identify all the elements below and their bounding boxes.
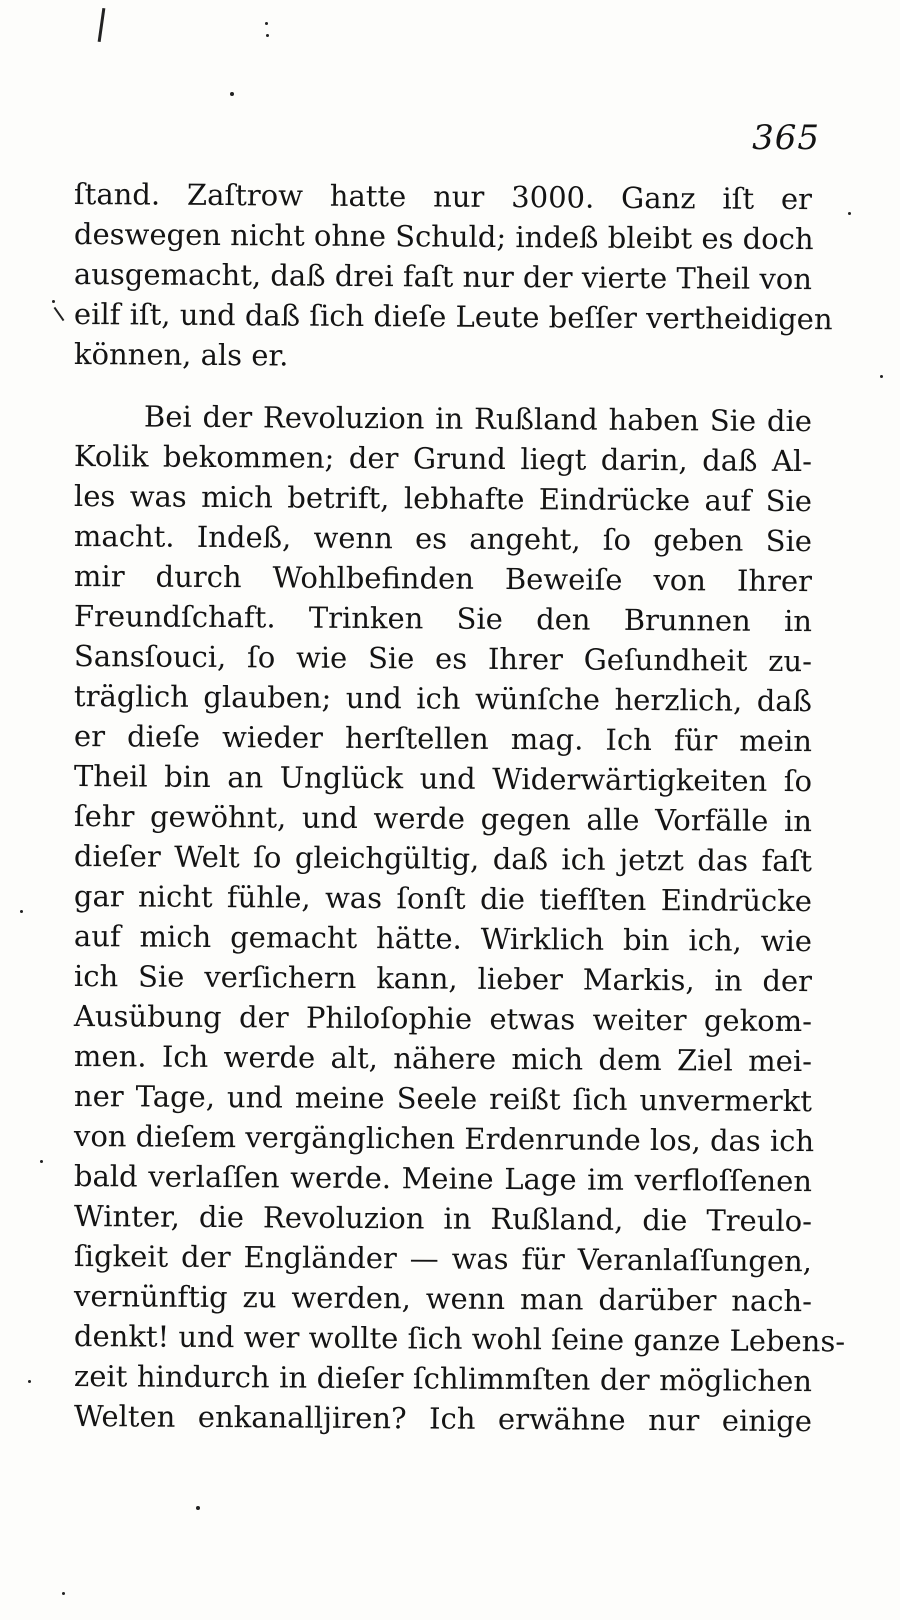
margin-stroke <box>98 8 106 42</box>
paragraph <box>73 396 846 1439</box>
text-line: men. Ich werde alt, nähere mich dem Ziel mei- <box>73 1039 813 1079</box>
text-line: macht. Indeß, wenn es angeht, ſo geben Sie <box>73 519 813 559</box>
text-line: Kolik bekommen; der Grund liegt darin, daß Al- <box>73 439 813 479</box>
text-line: ſtand. Zaſtrow hatte nur 3000. Ganz iſt er <box>73 177 813 217</box>
body-text <box>73 174 846 1439</box>
text-line: vernünftig zu werden, wenn man darüber nach- <box>73 1279 813 1319</box>
text-line: zeit hindurch in dieſer ſchlimmſten der möglichen <box>73 1359 813 1399</box>
text-line: dieſer Welt ſo gleichgültig, daß ich jetzt das faſt <box>73 839 813 879</box>
text-line: auf mich gemacht hätte. Wirklich bin ich, wie <box>73 919 813 959</box>
text-line: ich Sie verſichern kann, lieber Markis, in der <box>73 959 813 999</box>
text-line: Theil bin an Unglück und Widerwärtigkeiten ſo <box>73 759 813 799</box>
text-line: können, als er. <box>73 337 289 373</box>
text-line: mir durch Wohlbefinden Beweiſe von Ihrer <box>73 559 813 599</box>
text-line: ner Tage, und meine Seele reißt ſich unvermerkt <box>73 1079 813 1119</box>
text-line: eilf iſt, und daß ſich dieſe Leute beſſer vertheidigen <box>73 297 833 337</box>
speck <box>28 1380 31 1383</box>
page-number: 365 <box>752 118 820 158</box>
text-line: deswegen nicht ohne Schuld; indeß bleibt es doch <box>73 217 814 257</box>
text-line: gar nicht fühle, was ſonſt die tiefſten Eindrücke <box>73 879 813 919</box>
speck <box>265 22 268 25</box>
text-line: ſigkeit der Engländer — was für Veranlaſſungen, <box>73 1239 813 1279</box>
text-line: Freundſchaft. Trinken Sie den Brunnen in <box>73 599 813 639</box>
text-line: Ausübung der Philoſophie etwas weiter gekom- <box>73 999 813 1039</box>
speck <box>20 910 23 913</box>
speck <box>62 1592 65 1595</box>
text-line: les was mich betrift, lebhafte Eindrücke auf Sie <box>73 479 813 519</box>
speck <box>848 212 851 215</box>
speck <box>266 34 269 37</box>
text-line: bald verlaſſen werde. Meine Lage im verfloſſenen <box>73 1159 813 1199</box>
margin-stroke <box>54 307 65 321</box>
text-line: Welten enkanalljiren? Ich erwähne nur einige <box>73 1399 813 1439</box>
text-line: ausgemacht, daß drei faſt nur der vierte Theil von <box>73 257 813 297</box>
speck <box>230 92 234 96</box>
speck <box>52 300 55 303</box>
paragraph <box>73 174 833 374</box>
text-line: von dieſem vergänglichen Erdenrunde los, das ich <box>73 1119 815 1159</box>
text-line: Sansſouci, ſo wie Sie es Ihrer Geſundheit zu- <box>73 639 813 679</box>
speck <box>880 375 883 378</box>
text-line: träglich glauben; und ich wünſche herzlich, daß <box>73 679 813 719</box>
speck <box>40 1160 43 1163</box>
text-line: ſehr gewöhnt, und werde gegen alle Vorfälle in <box>73 799 813 839</box>
text-line: er dieſe wieder herſtellen mag. Ich für mein <box>73 719 813 759</box>
text-line: Winter, die Revoluzion in Rußland, die Treulo- <box>73 1199 813 1239</box>
speck <box>196 1506 200 1510</box>
text-line: denkt! und wer wollte ſich wohl ſeine ganze Lebens- <box>73 1319 846 1359</box>
text-line: Bei der Revoluzion in Rußland haben Sie die <box>143 399 813 439</box>
